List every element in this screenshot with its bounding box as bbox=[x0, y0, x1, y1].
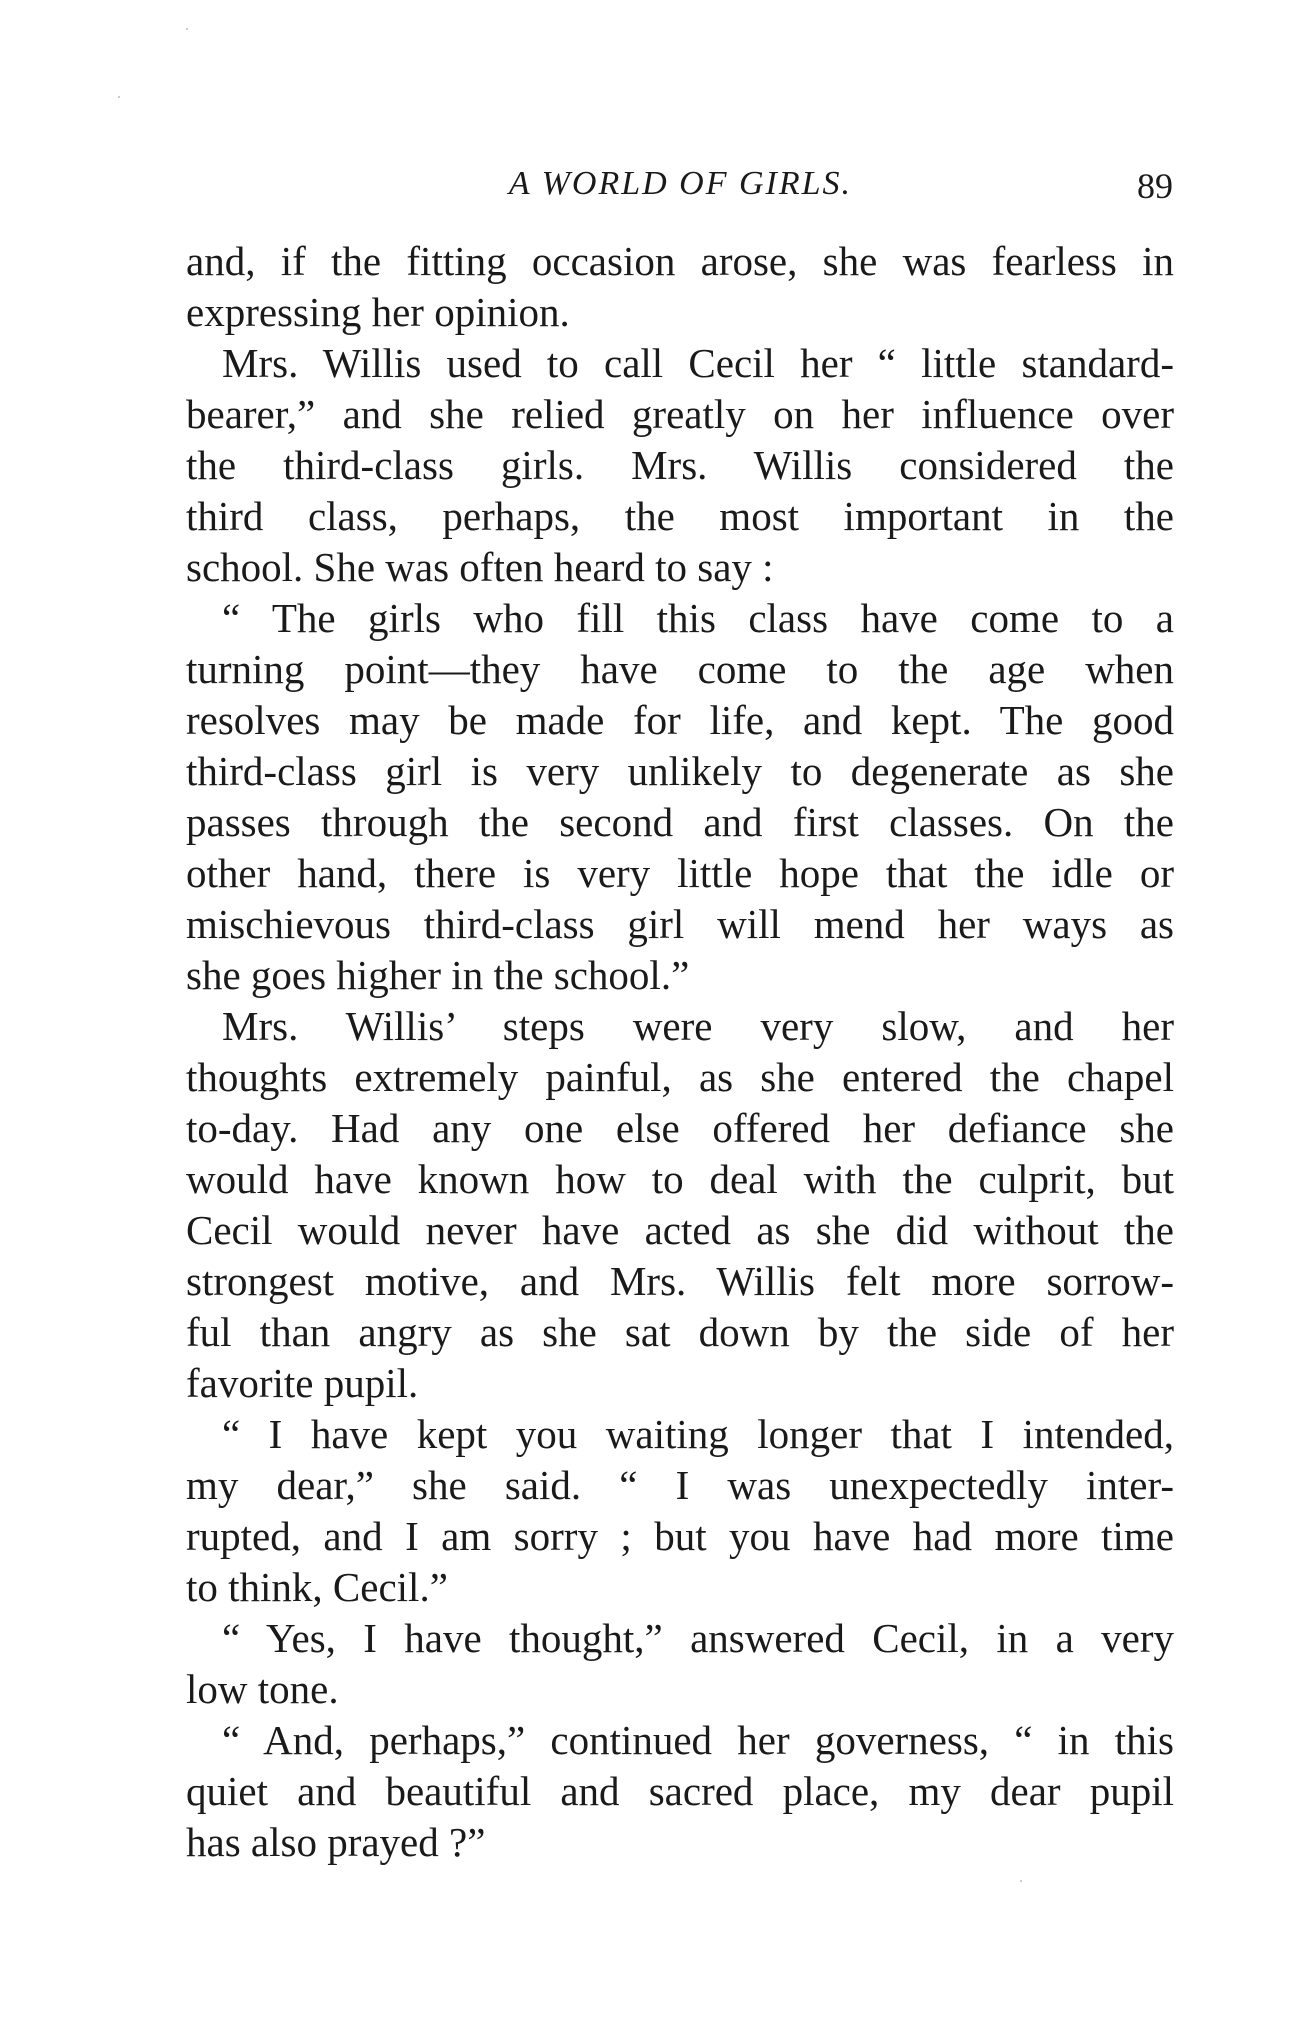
text-line: the third-class girls. Mrs. Willis considered the bbox=[186, 442, 1174, 488]
text-line: has also prayed ?” bbox=[186, 1819, 486, 1865]
text-line: “ The girls who fill this class have come to a bbox=[222, 595, 1174, 641]
text-line: school. She was often heard to say : bbox=[186, 544, 774, 590]
text-line: low tone. bbox=[186, 1666, 339, 1712]
text-line: Cecil would never have acted as she did without the bbox=[186, 1207, 1174, 1253]
page-number: 89 bbox=[1137, 166, 1173, 206]
paper-speck bbox=[118, 96, 120, 98]
text-line: mischievous third-class girl will mend her ways as bbox=[186, 901, 1174, 947]
text-line: Mrs. Willis’ steps were very slow, and her bbox=[222, 1003, 1174, 1049]
text-line: strongest motive, and Mrs. Willis felt more sorrow- bbox=[186, 1258, 1174, 1304]
text-line: quiet and beautiful and sacred place, my dear pupil bbox=[186, 1768, 1174, 1814]
text-line: thoughts extremely painful, as she entered the chapel bbox=[186, 1054, 1174, 1100]
text-line: ful than angry as she sat down by the side of her bbox=[186, 1309, 1174, 1355]
text-line: “ Yes, I have thought,” answered Cecil, in a very bbox=[222, 1615, 1174, 1661]
text-line: other hand, there is very little hope that the idle or bbox=[186, 850, 1174, 896]
paper-speck bbox=[186, 28, 188, 30]
text-line: bearer,” and she relied greatly on her influence over bbox=[186, 391, 1174, 437]
text-line: and, if the fitting occasion arose, she was fearless in bbox=[186, 238, 1174, 284]
text-line: resolves may be made for life, and kept. The good bbox=[186, 697, 1174, 743]
text-line: to think, Cecil.” bbox=[186, 1564, 448, 1610]
text-line: rupted, and I am sorry ; but you have had more time bbox=[186, 1513, 1174, 1559]
text-line: turning point—they have come to the age when bbox=[186, 646, 1174, 692]
text-line: favorite pupil. bbox=[186, 1360, 419, 1406]
text-line: my dear,” she said. “ I was unexpectedly inter- bbox=[186, 1462, 1174, 1508]
text-line: third-class girl is very unlikely to degenerate as she bbox=[186, 748, 1174, 794]
text-line: would have known how to deal with the culprit, but bbox=[186, 1156, 1174, 1202]
text-line: “ And, perhaps,” continued her governess, “ in this bbox=[222, 1717, 1174, 1763]
text-line: third class, perhaps, the most important in the bbox=[186, 493, 1174, 539]
body-text bbox=[186, 236, 1174, 1868]
paper-speck bbox=[1020, 1880, 1022, 1882]
text-line: she goes higher in the school.” bbox=[186, 952, 690, 998]
running-head bbox=[188, 165, 1173, 215]
text-line: “ I have kept you waiting longer that I intended, bbox=[222, 1411, 1174, 1457]
running-title: A WORLD OF GIRLS. bbox=[508, 165, 853, 202]
text-line: passes through the second and first classes. On the bbox=[186, 799, 1174, 845]
text-line: expressing her opinion. bbox=[186, 289, 570, 335]
text-line: to-day. Had any one else offered her defiance she bbox=[186, 1105, 1174, 1151]
text-line: Mrs. Willis used to call Cecil her “ little standard- bbox=[222, 340, 1174, 386]
